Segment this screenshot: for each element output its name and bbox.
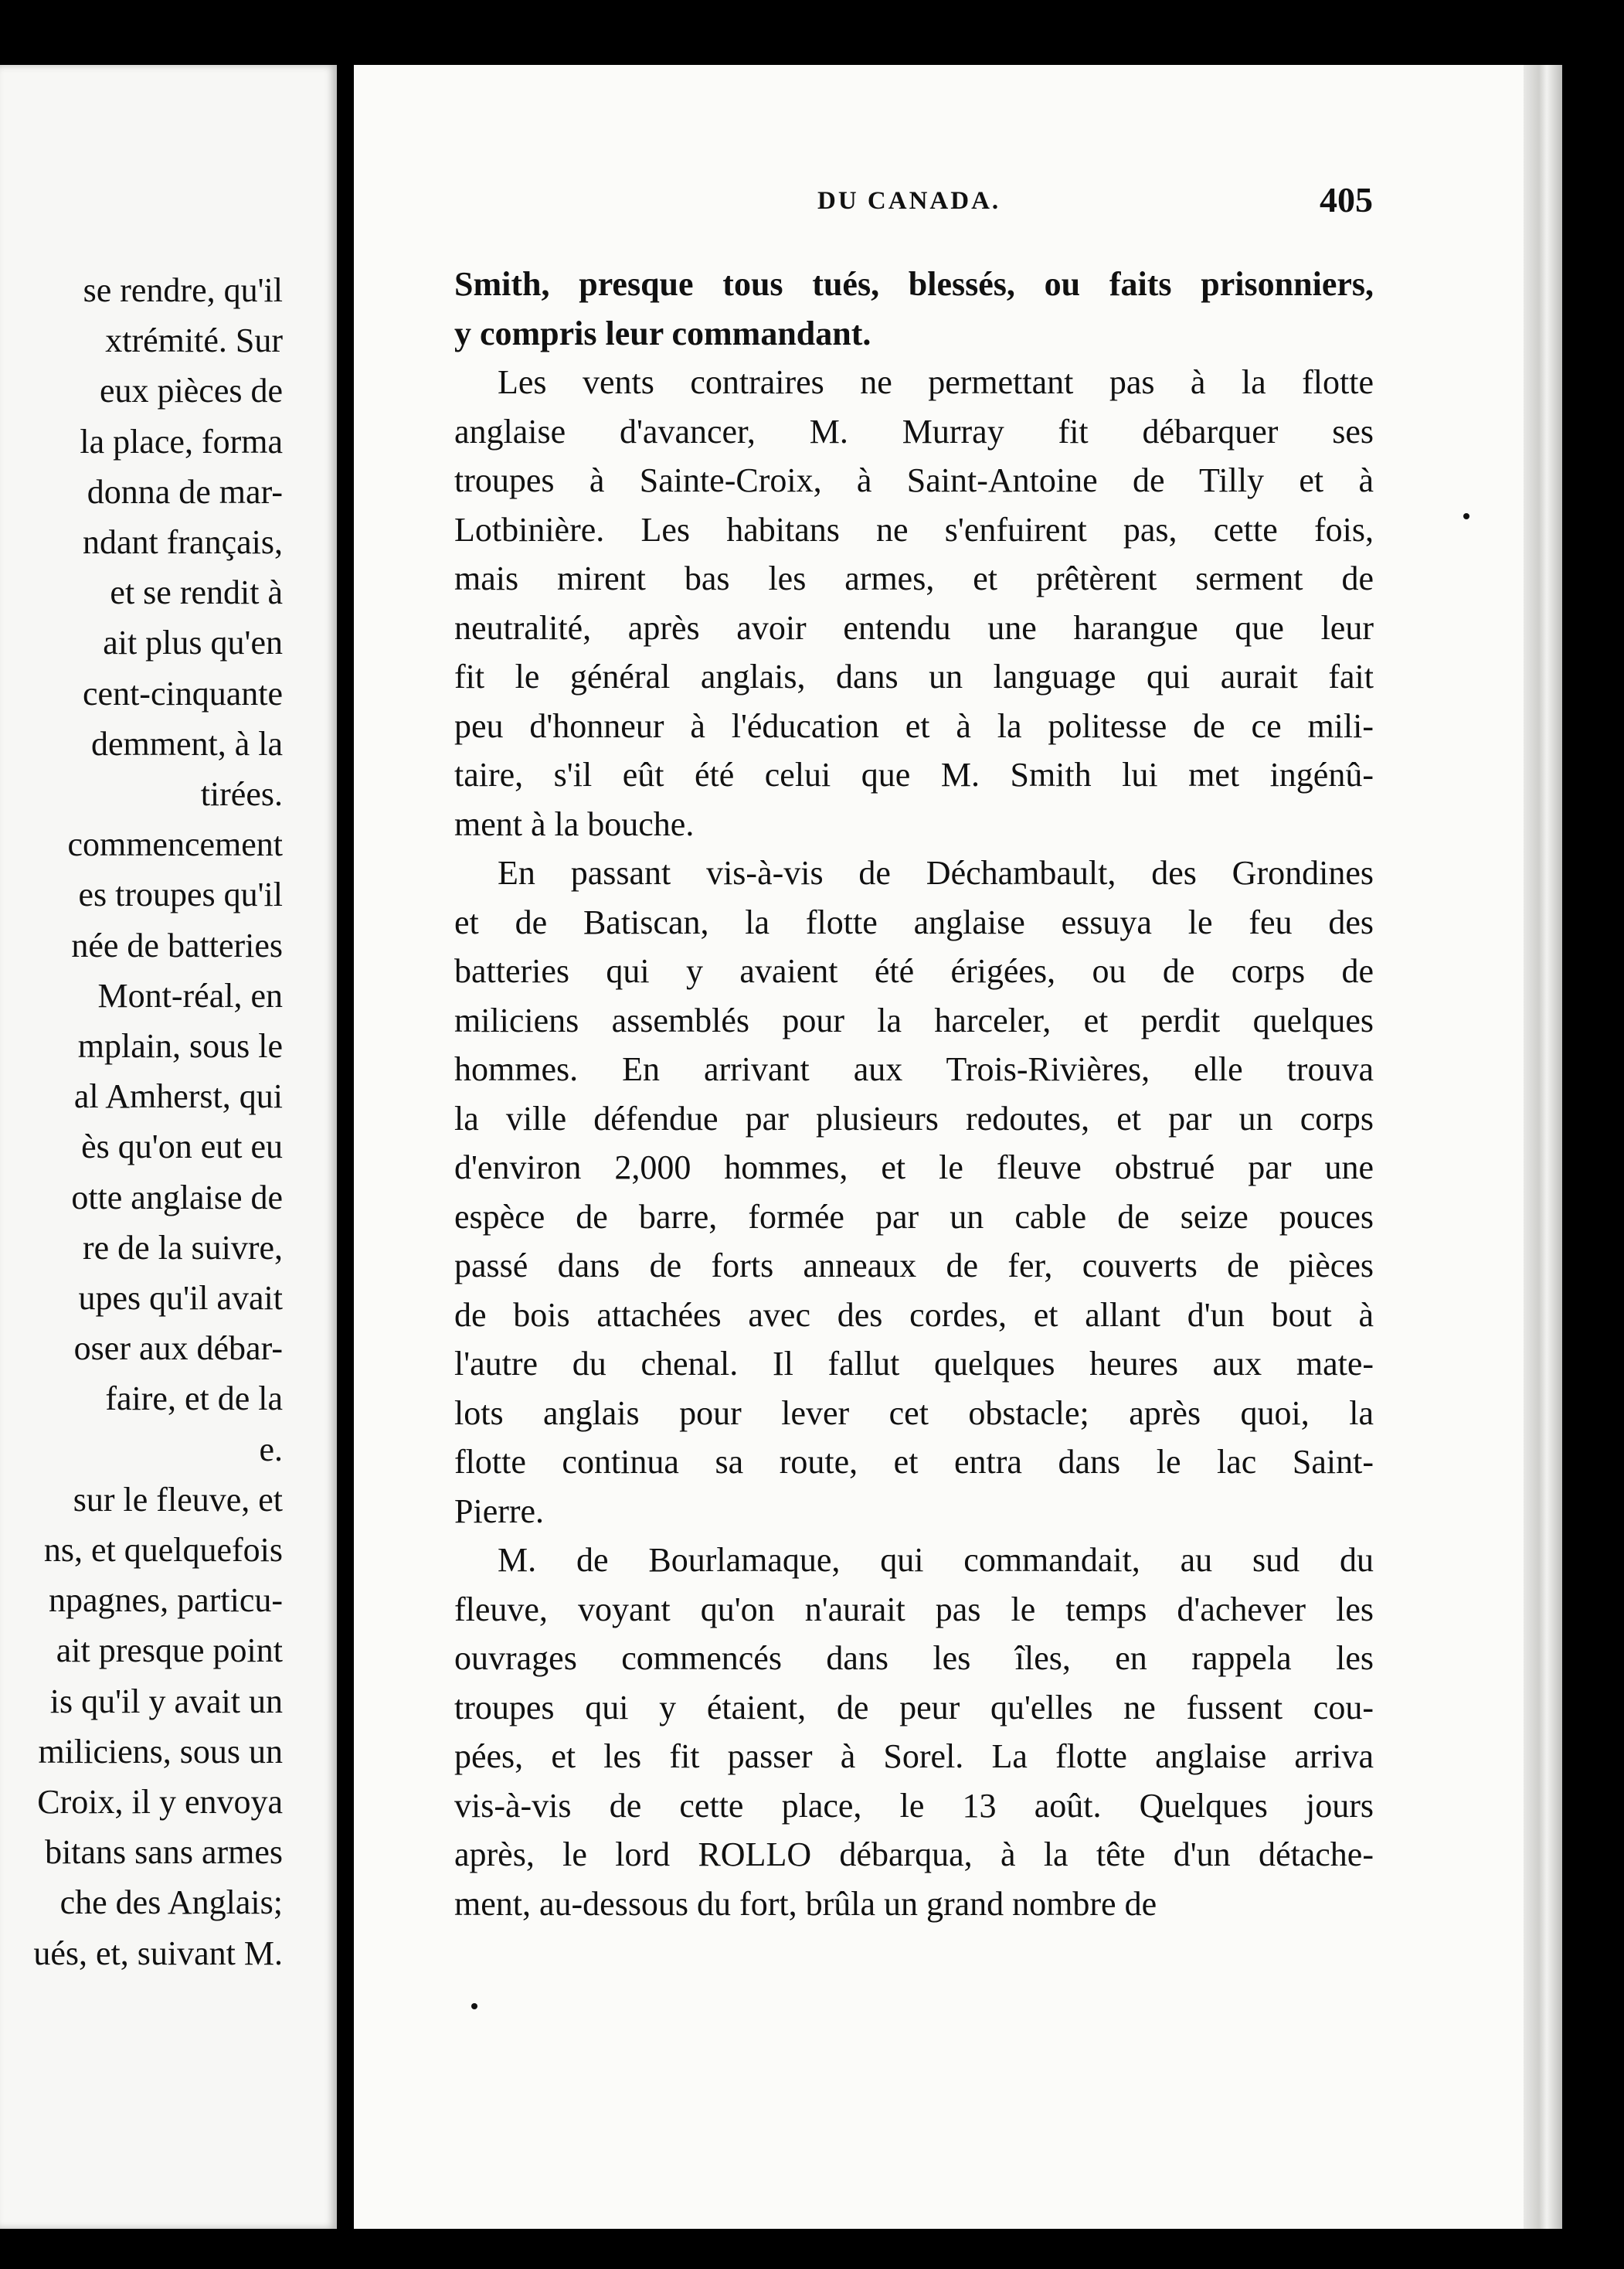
left-text-line: ait plus qu'en: [103, 624, 283, 662]
left-text-line: et se rendit à: [110, 573, 283, 612]
text-line: mais mirent bas les armes, et prêtèrent serment de: [454, 560, 1374, 597]
left-text-line: demment, à la: [90, 724, 283, 763]
text-line: anglaise d'avancer, M. Murray fit débarquer ses: [454, 412, 1374, 451]
text-line: la ville défendue par plusieurs redoutes, et par un corps: [454, 1099, 1374, 1138]
left-text-line: xtrémité. Sur: [105, 321, 283, 360]
left-text-line: tirées.: [200, 775, 283, 813]
left-text-line: la place, forma: [80, 422, 283, 461]
left-text-line: cent-cinquante: [83, 674, 283, 713]
left-text-line: eux pièces de: [100, 372, 283, 410]
text-line: après, le lord ROLLO débarqua, à la tête d'un détache-: [454, 1835, 1374, 1873]
text-line: batteries qui y avaient été érigées, ou de corps de: [454, 952, 1374, 990]
text-line: Les vents contraires ne permettant pas à la flotte: [498, 363, 1374, 401]
text-line: M. de Bourlamaque, qui commandait, au sud du: [498, 1541, 1374, 1579]
page-number: 405: [1320, 180, 1373, 219]
book-gutter: [337, 65, 354, 2229]
text-line: et de Batiscan, la flotte anglaise essuya le feu des: [454, 903, 1374, 941]
text-line: lots anglais pour lever cet obstacle; après quoi, la: [454, 1393, 1374, 1432]
text-line: peu d'honneur à l'éducation et à la politesse de ce mili-: [454, 706, 1374, 745]
text-line: miliciens assemblés pour la harceler, et perdit quelques: [454, 1001, 1374, 1039]
text-line: troupes à Sainte-Croix, à Saint-Antoine de Tilly et à: [454, 461, 1374, 499]
text-line: d'environ 2,000 hommes, et le fleuve obstrué par une: [454, 1148, 1374, 1186]
left-text-line: Mont-réal, en: [97, 976, 283, 1015]
left-text-line: ns, et quelquefois: [43, 1531, 283, 1569]
text-line: de bois attachées avec des cordes, et allant d'un bout à: [454, 1295, 1374, 1334]
page-edge: [1524, 65, 1562, 2229]
left-text-line: se rendre, qu'il: [83, 271, 283, 309]
text-line: ment à la bouche.: [454, 805, 695, 843]
text-line: fleuve, voyant qu'on n'aurait pas le temps d'achever les: [454, 1590, 1374, 1628]
text-line: passé dans de forts anneaux de fer, couverts de pièces: [454, 1247, 1374, 1284]
text-line: Smith, presque tous tués, blessés, ou faits prisonniers,: [454, 265, 1374, 303]
text-line: ouvrages commencés dans les îles, en rappela les: [454, 1639, 1374, 1677]
left-text-line: che des Anglais;: [59, 1883, 283, 1922]
text-line: l'autre du chenal. Il fallut quelques heures aux mate-: [454, 1345, 1374, 1383]
text-line: espèce de barre, formée par un cable de seize pouces: [454, 1197, 1374, 1236]
text-line: ment, au-dessous du fort, brûla un grand nombre de: [454, 1884, 1157, 1923]
running-head: DU CANADA.: [817, 187, 1001, 215]
left-text-line: née de batteries: [71, 926, 283, 964]
left-text-line: sur le fleuve, et: [73, 1480, 283, 1519]
left-text-line: ès qu'on eut eu: [81, 1128, 283, 1166]
left-text-line: re de la suivre,: [83, 1228, 283, 1267]
text-line: Pierre.: [454, 1492, 545, 1530]
left-text-line: is qu'il y avait un: [49, 1682, 283, 1720]
text-line: neutralité, après avoir entendu une harangue que leur: [454, 608, 1374, 647]
left-text-line: donna de mar-: [87, 472, 283, 511]
text-line: troupes qui y étaient, de peur qu'elles ne fussent cou-: [454, 1688, 1374, 1726]
text-line: En passant vis-à-vis de Déchambault, des Grondines: [498, 854, 1374, 892]
text-line: taire, s'il eût été celui que M. Smith lui met ingénû-: [454, 756, 1374, 794]
left-text-line: otte anglaise de: [71, 1178, 283, 1216]
text-line: Lotbinière. Les habitans ne s'enfuirent pas, cette fois,: [454, 510, 1374, 549]
left-text-line: es troupes qu'il: [78, 876, 283, 914]
text-line: fit le général anglais, dans un language qui aurait fait: [454, 658, 1374, 696]
left-text-line: e.: [259, 1430, 283, 1468]
right-page: [354, 65, 1562, 2229]
left-text-line: oser aux débar-: [73, 1329, 283, 1368]
left-text-line: al Amherst, qui: [73, 1077, 283, 1116]
text-line: y compris leur commandant.: [454, 314, 871, 352]
left-text-line: ndant français,: [83, 523, 283, 561]
text-line: pées, et les fit passer à Sorel. La flotte anglaise arriva: [454, 1737, 1374, 1775]
text-line: vis-à-vis de cette place, le 13 août. Quelques jours: [454, 1786, 1374, 1825]
speck: [1463, 513, 1469, 519]
page-header: [354, 180, 1562, 233]
left-text-line: faire, et de la: [105, 1379, 283, 1418]
text-line: hommes. En arrivant aux Trois-Rivières, elle trouva: [454, 1050, 1374, 1088]
speck: [471, 2003, 477, 2009]
left-text-line: miliciens, sous un: [38, 1732, 283, 1771]
left-text-line: commencement: [67, 825, 283, 864]
body-text: [454, 260, 1374, 1928]
left-text-line: bitans sans armes: [45, 1833, 283, 1872]
left-text-line: Croix, il y envoya: [37, 1783, 283, 1821]
left-text-line: ués, et, suivant M.: [33, 1934, 283, 1972]
left-text-line: npagnes, particu-: [49, 1581, 283, 1620]
left-text-line: upes qu'il avait: [78, 1279, 283, 1317]
left-page: [0, 65, 337, 2229]
text-line: flotte continua sa route, et entra dans le lac Saint-: [454, 1443, 1374, 1481]
left-text-line: mplain, sous le: [77, 1027, 283, 1065]
left-text-line: ait presque point: [56, 1631, 283, 1670]
